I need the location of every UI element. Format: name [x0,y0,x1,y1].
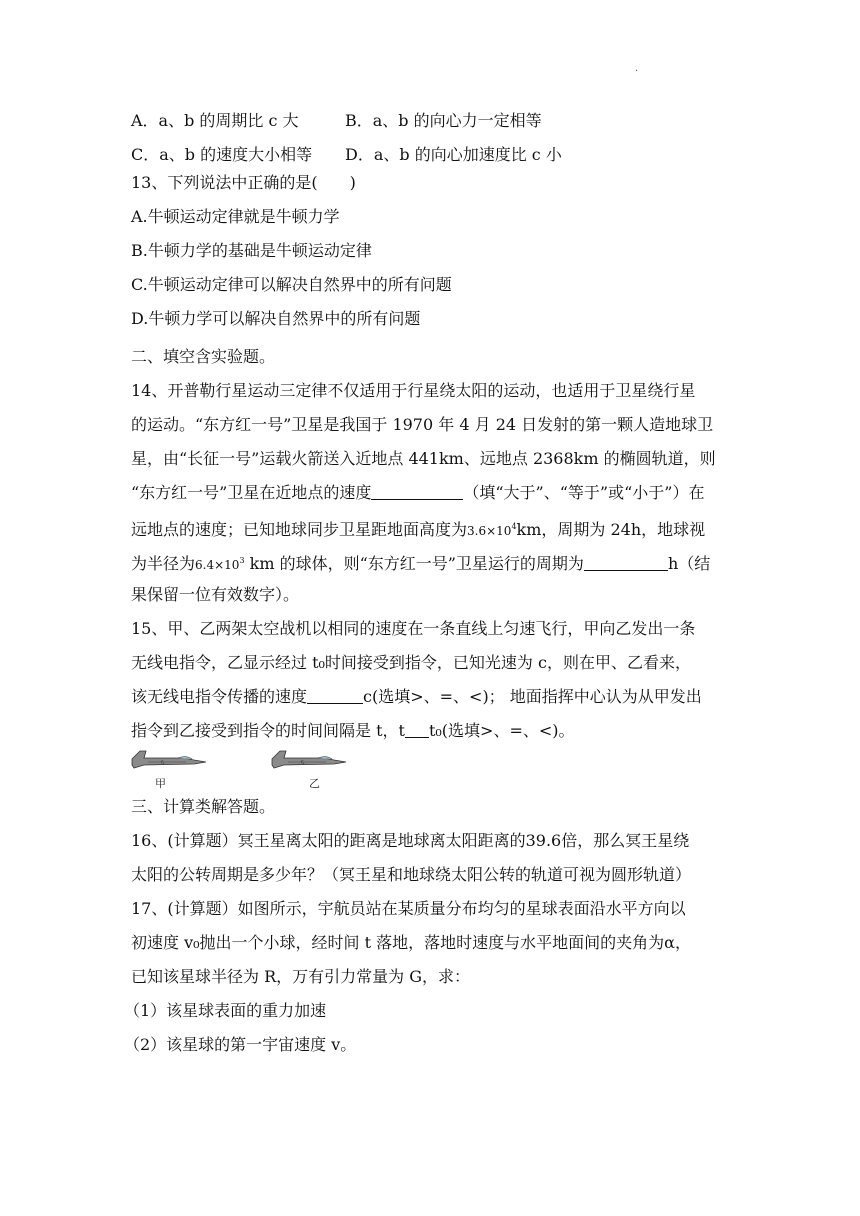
q14-line-6: 为半径为$6.4\times 10^3$ km 的球体，则“东方红一号”卫星运行的周期为 h（结 [131,554,711,573]
q14-answer-blank-period[interactable] [584,554,668,571]
q17-sub-question-2: （2）该星球的第一宇宙速度 v。 [124,1035,357,1054]
q16-line-1: 16、(计算题）冥王星离太阳的距离是地球离太阳距离的39.6倍，那么冥王星绕 [131,831,690,850]
q12-option-a: A．a、b 的周期比 c 大 [131,111,299,130]
q13-stem: 13、下列说法中正确的是( ) [131,173,356,192]
fighter-jet-yi-icon [270,749,348,771]
q17-line-2: 初速度 v₀抛出一个小球，经时间 t 落地，落地时速度与水平地面间的夹角为α， [131,933,691,952]
q14-earth-radius-value: $6.4\times 10^3$ [195,556,245,572]
q13-option-c: C.牛顿运动定律可以解决自然界中的所有问题 [131,275,452,294]
q15-answer-blank-time[interactable] [405,721,429,738]
q14-line-4: “东方红一号”卫星在近地点的速度 （填“大于”、“等于”或“小于”）在 [131,483,705,502]
q15-line-2: 无线电指令，乙显示经过 t₀时间接受到指令，已知光速为 c，则在甲、乙看来， [131,653,691,672]
q14-line-2: 的运动。“东方红一号”卫星是我国于 1970 年 4 月 24 日发射的第一颗人造地球卫 [131,415,714,434]
q17-line-1: 17、(计算题）如图所示，宇航员站在某质量分布均匀的星球表面沿水平方向以 [131,899,686,918]
q17-line-3: 已知该星球半径为 R，万有引力常量为 G，求： [131,967,471,986]
q13-option-d: D.牛顿力学可以解决自然界中的所有问题 [131,309,421,328]
q15-line-4: 指令到乙接受到指令的时间间隔是 t，t t₀(选填>、=、<)。 [131,721,575,740]
q14-line-1: 14、开普勒行星运动三定律不仅适用于行星绕太阳的运动，也适用于卫星绕行星 [131,381,696,400]
q12-option-c: C．a、b 的速度大小相等 [131,145,313,164]
page-marker: · [635,66,639,77]
svg-text:ち: ち [300,760,306,766]
plane-label-yi: 乙 [309,777,320,790]
svg-text:ち: ち [160,760,166,766]
section-title-calculation: 三、计算类解答题。 [131,797,276,816]
section-title-fill-in: 二、填空含实验题。 [131,347,276,366]
q16-line-2: 太阳的公转周期是多少年？（冥王星和地球绕太阳公转的轨道可视为圆形轨道） [131,865,692,884]
q14-answer-blank-speed[interactable] [371,483,463,500]
q15-line-3: 该无线电指令传播的速度 c(选填>、=、<)； 地面指挥中心认为从甲发出 [131,687,702,706]
q13-option-b: B.牛顿力学的基础是牛顿运动定律 [131,241,372,260]
q13-option-a: A.牛顿运动定律就是牛顿力学 [131,207,340,226]
q14-line-7: 果保留一位有效数字）。 [131,585,300,604]
fighter-jet-jia-icon [130,749,208,771]
q12-option-d: D．a、b 的向心加速度比 c 小 [345,145,562,164]
q12-option-b: B．a、b 的向心力一定相等 [345,111,542,130]
q14-line-5: 远地点的速度；已知地球同步卫星距地面高度为$3.6\times 10^4km$，周期为 24h，地球视 [131,520,706,539]
plane-label-jia: 甲 [155,777,166,790]
q14-line-3: 星，由“长征一号”运载火箭送入近地点 441km、远地点 2368km 的椭圆轨道，则 [131,449,716,468]
q14-sync-height-value: $3.6\times 10^4$ [467,522,517,538]
q15-answer-blank-speed[interactable] [307,687,363,704]
q17-sub-question-1: （1）该星球表面的重力加速 [124,1001,327,1020]
q15-line-1: 15、甲、乙两架太空战机以相同的速度在一条直线上匀速飞行，甲向乙发出一条 [131,619,696,638]
